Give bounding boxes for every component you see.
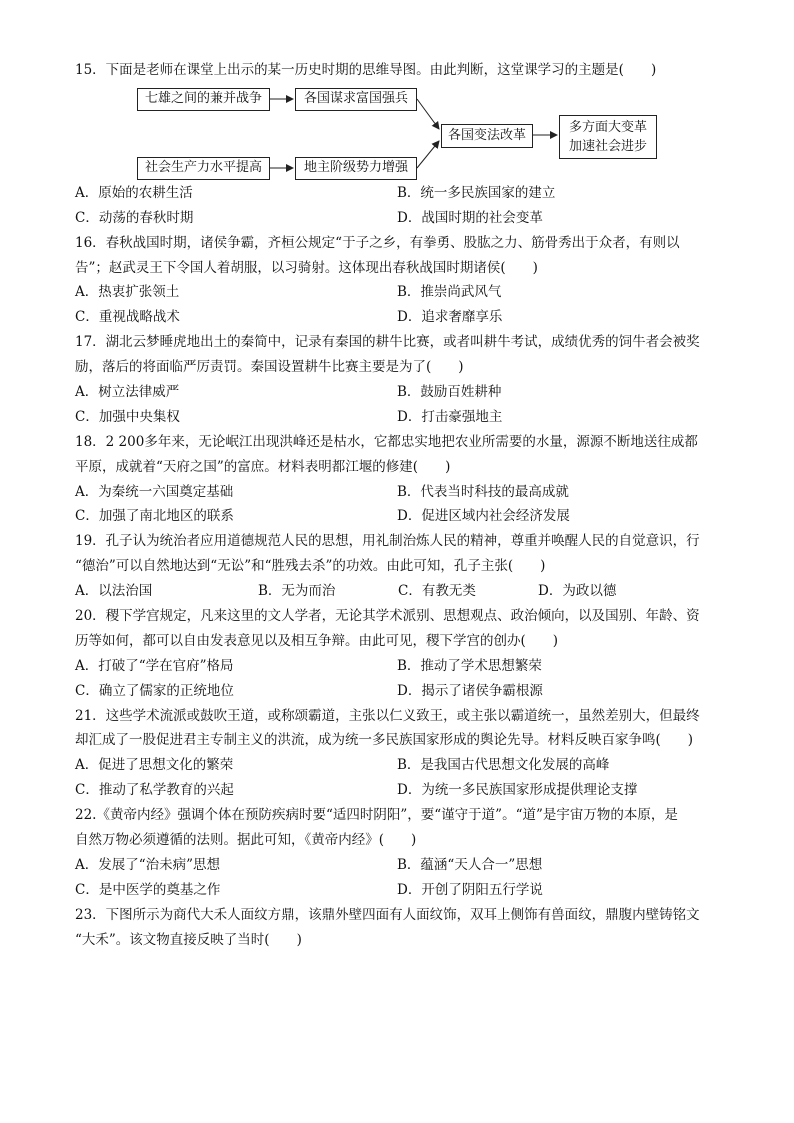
exam-page <box>75 58 725 953</box>
question-stem: 17．湖北云梦睡虎地出土的秦简中，记录有秦国的耕牛比赛，或者叫耕牛考试，成绩优秀的饲牛者会被奖 <box>75 334 700 351</box>
options-row <box>75 853 725 878</box>
option-d[interactable]: D．战国时期的社会变革 <box>397 209 543 226</box>
option-a[interactable]: A．以法治国 <box>75 583 153 600</box>
question-16 <box>75 231 725 331</box>
option-b[interactable]: B．无为而治 <box>258 583 336 600</box>
options-row <box>75 778 725 803</box>
question-18 <box>75 430 725 530</box>
option-c[interactable]: C．有教无类 <box>398 583 476 600</box>
option-b[interactable]: B．鼓励百姓耕种 <box>397 384 502 401</box>
question-stem: 15．下面是老师在课堂上出示的某一历史时期的思维导图。由此判断，这堂课学习的主题是( ) <box>75 62 657 78</box>
option-b[interactable]: B．推崇尚武风气 <box>397 284 502 301</box>
options-row <box>75 280 725 305</box>
options-row <box>75 579 725 604</box>
question-19 <box>75 529 725 604</box>
option-d[interactable]: D．开创了阴阳五行学说 <box>397 881 543 898</box>
option-b[interactable]: B．推动了学术思想繁荣 <box>397 657 542 674</box>
option-d[interactable]: D．追求奢靡享乐 <box>397 309 503 326</box>
option-d[interactable]: D．揭示了诸侯争霸根源 <box>397 682 543 699</box>
option-b[interactable]: B．是我国古代思想文化发展的高峰 <box>397 757 610 774</box>
question-stem: 19．孔子认为统治者应用道德规范人民的思想，用礼制治炼人民的精神，尊重并唤醒人民的自觉意识，行 <box>75 533 700 550</box>
question-stem: 却汇成了一股促进君主专制主义的洪流，成为统一多民族国家形成的舆论先导。材料反映百家争鸣( ) <box>75 732 694 749</box>
question-23 <box>75 903 725 953</box>
mind-map-box-line: 加速社会进步 <box>568 138 647 154</box>
question-22 <box>75 803 725 903</box>
options-row <box>75 380 725 405</box>
option-d[interactable]: D．打击豪强地主 <box>397 408 503 425</box>
options-row <box>75 405 725 430</box>
question-17 <box>75 330 725 430</box>
question-stem: 告”；赵武灵王下令国人着胡服，以习骑射。这体现出春秋战国时期诸侯( ) <box>75 259 538 276</box>
option-c[interactable]: C．确立了儒家的正统地位 <box>75 682 234 699</box>
mind-map-box-line: 多方面大变革 <box>568 119 647 135</box>
option-c[interactable]: C．加强了南北地区的联系 <box>75 508 234 525</box>
option-c[interactable]: C．动荡的春秋时期 <box>75 209 194 226</box>
option-b[interactable]: B．统一多民族国家的建立 <box>397 184 556 201</box>
question-21 <box>75 704 725 804</box>
mind-map-box: 七雄之间的兼并战争 <box>137 88 270 111</box>
option-c[interactable]: C．加强中央集权 <box>75 408 180 425</box>
option-a[interactable]: A．促进了思想文化的繁荣 <box>75 757 234 774</box>
question-stem: 22.《黄帝内经》强调个体在预防疾病时要“适四时阴阳”，要“谨守于道”。“道”是宇宙万物的本原，是 <box>75 807 678 824</box>
mind-map-box: 社会生产力水平提高 <box>137 157 270 180</box>
option-c[interactable]: C．重视战略战术 <box>75 309 180 326</box>
options-row <box>75 504 725 529</box>
option-c[interactable]: C．是中医学的奠基之作 <box>75 881 221 898</box>
question-stem: 16．春秋战国时期，诸侯争霸，齐桓公规定“于子之乡，有拳勇、股肱之力、筋骨秀出于众者，有则以 <box>75 234 680 251</box>
options-row <box>75 305 725 330</box>
option-d[interactable]: D．为统一多民族国家形成提供理论支撑 <box>397 782 638 799</box>
question-stem: 平原，成就着“天府之国”的富庶。材料表明都江堰的修建( ) <box>75 458 451 475</box>
question-stem: “大禾”。该文物直接反映了当时( ) <box>75 931 302 948</box>
mind-map-box <box>559 115 657 159</box>
options-row <box>75 753 725 778</box>
options-row <box>75 480 725 505</box>
question-stem: 励，落后的将面临严厉责罚。秦国设置耕牛比赛主要是为了( ) <box>75 359 464 376</box>
option-a[interactable]: A．为秦统一六国奠定基础 <box>75 483 234 500</box>
question-stem: 18．2 200多年来，无论岷江出现洪峰还是枯水，它都忠实地把农业所需要的水量，源源不断地送往成都 <box>75 433 698 450</box>
question-stem: 20．稷下学宫规定，凡来这里的文人学者，无论其学术派别、思想观点、政治倾向，以及国别、年龄、资 <box>75 608 700 625</box>
options-row <box>75 181 725 206</box>
arrow-2-5 <box>417 99 439 129</box>
mind-map-box: 各国变法改革 <box>441 124 533 148</box>
option-a[interactable]: A．热衷扩张领土 <box>75 284 180 301</box>
option-c[interactable]: C．推动了私学教育的兴起 <box>75 782 234 799</box>
option-d[interactable]: D．为政以德 <box>538 583 617 600</box>
options-row <box>75 206 725 231</box>
question-stem: 自然万物必须遵循的法则。据此可知，《黄帝内经》( ) <box>75 832 417 849</box>
question-stem: “德治”可以自然地达到“无讼”和“胜残去杀”的功效。由此可知，孔子主张( ) <box>75 558 546 575</box>
question-stem: 21．这些学术流派或鼓吹王道，或称颂霸道，主张以仁义致王，或主张以霸道统一，虽然差别大，但最终 <box>75 707 700 724</box>
mind-map-diagram <box>75 85 725 177</box>
options-row <box>75 654 725 679</box>
question-20 <box>75 604 725 704</box>
question-stem: 历等如何，都可以自由发表意见以及相互争辩。由此可见，稷下学宫的创办( ) <box>75 632 559 649</box>
option-b[interactable]: B．代表当时科技的最高成就 <box>397 483 569 500</box>
mind-map-box: 各国谋求富国强兵 <box>295 88 417 111</box>
option-a[interactable]: A．原始的农耕生活 <box>75 184 193 201</box>
arrow-4-5 <box>417 141 439 168</box>
mind-map-box: 地主阶级势力增强 <box>295 157 417 180</box>
option-d[interactable]: D．促进区域内社会经济发展 <box>397 508 570 525</box>
option-a[interactable]: A．树立法律威严 <box>75 384 180 401</box>
question-15 <box>75 58 725 231</box>
options-row <box>75 878 725 903</box>
options-row <box>75 679 725 704</box>
question-stem: 23．下图所示为商代大禾人面纹方鼎，该鼎外壁四面有人面纹饰，双耳上侧饰有兽面纹，鼎腹内壁铸铭文 <box>75 906 700 923</box>
option-a[interactable]: A．打破了“学在官府”格局 <box>75 657 234 674</box>
option-a[interactable]: A．发展了“治未病”思想 <box>75 856 221 873</box>
option-b[interactable]: B．蕴涵“天人合一”思想 <box>397 856 543 873</box>
